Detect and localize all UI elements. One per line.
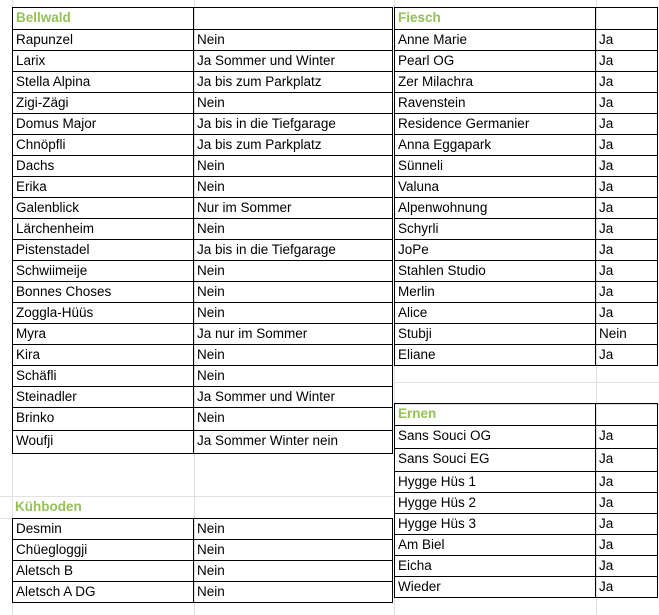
name-cell: Merlin <box>394 281 596 303</box>
value-cell: Ja <box>595 281 658 303</box>
value-cell: Ja <box>595 471 658 493</box>
name-cell: Zoggla-Hüüs <box>12 302 194 324</box>
name-cell: Domus Major <box>12 113 194 135</box>
value-cell: Ja <box>595 344 658 366</box>
value-cell: Ja <box>595 50 658 72</box>
value-cell: Nein <box>193 260 393 282</box>
value-cell: Ja <box>595 134 658 156</box>
value-cell: Ja <box>595 492 658 514</box>
value-cell: Nein <box>193 407 393 431</box>
name-cell: Lärchenheim <box>12 218 194 240</box>
name-cell: Alice <box>394 302 596 324</box>
value-cell: Ja <box>595 260 658 282</box>
name-cell: Dachs <box>12 155 194 177</box>
value-cell: Nein <box>193 92 393 114</box>
value-cell: Ja <box>595 425 658 449</box>
name-cell: Hygge Hüs 1 <box>394 471 596 493</box>
name-cell: Pistenstadel <box>12 239 194 261</box>
value-cell: Ja nur im Sommer <box>193 323 393 345</box>
name-cell: Stella Alpina <box>12 71 194 93</box>
value-cell: Nein <box>193 518 393 540</box>
name-cell: Sünneli <box>394 155 596 177</box>
name-cell: Rapunzel <box>12 29 194 51</box>
value-cell: Ja <box>595 197 658 219</box>
value-cell: Ja <box>595 448 658 472</box>
value-cell: Ja bis zum Parkplatz <box>193 71 393 93</box>
ernen-title: Ernen <box>394 403 596 426</box>
value-cell: Nein <box>193 365 393 387</box>
name-cell: Anna Eggapark <box>394 134 596 156</box>
value-cell: Nein <box>193 29 393 51</box>
name-cell: Aletsch B <box>12 560 194 582</box>
name-cell: Zer Milachra <box>394 71 596 93</box>
name-cell: Chnöpfli <box>12 134 194 156</box>
name-cell: Sans Souci OG <box>394 425 596 449</box>
name-cell: Stahlen Studio <box>394 260 596 282</box>
value-cell: Ja Sommer Winter nein <box>193 430 393 454</box>
name-cell: Wieder <box>394 576 596 598</box>
value-cell: Ja <box>595 71 658 93</box>
empty-cell <box>595 403 658 426</box>
name-cell: Residence Germanier <box>394 113 596 135</box>
name-cell: Anne Marie <box>394 29 596 51</box>
value-cell: Nein <box>193 539 393 561</box>
name-cell: Erika <box>12 176 194 198</box>
value-cell: Ja <box>595 29 658 51</box>
value-cell: Ja <box>595 239 658 261</box>
name-cell: Kira <box>12 344 194 366</box>
name-cell: Sans Souci EG <box>394 448 596 472</box>
name-cell: Eliane <box>394 344 596 366</box>
name-cell: Myra <box>12 323 194 345</box>
name-cell: Pearl OG <box>394 50 596 72</box>
value-cell: Nein <box>193 560 393 582</box>
name-cell: Ravenstein <box>394 92 596 114</box>
name-cell: Hygge Hüs 3 <box>394 513 596 535</box>
name-cell: Brinko <box>12 407 194 431</box>
name-cell: Am Biel <box>394 534 596 556</box>
value-cell: Nur im Sommer <box>193 197 393 219</box>
name-cell: Hygge Hüs 2 <box>394 492 596 514</box>
value-cell: Ja <box>595 92 658 114</box>
name-cell: Woufji <box>12 430 194 454</box>
value-cell: Ja Sommer und Winter <box>193 386 393 408</box>
name-cell: Valuna <box>394 176 596 198</box>
value-cell: Nein <box>193 281 393 303</box>
value-cell: Ja <box>595 176 658 198</box>
value-cell: Ja bis in die Tiefgarage <box>193 239 393 261</box>
value-cell: Ja bis in die Tiefgarage <box>193 113 393 135</box>
value-cell: Ja <box>595 534 658 556</box>
value-cell: Nein <box>193 155 393 177</box>
value-cell: Nein <box>193 581 393 603</box>
name-cell: Galenblick <box>12 197 194 219</box>
value-cell: Nein <box>595 323 658 345</box>
bellwald-title: Bellwald <box>12 7 194 30</box>
value-cell: Nein <box>193 302 393 324</box>
name-cell: Steinadler <box>12 386 194 408</box>
value-cell: Ja <box>595 113 658 135</box>
name-cell: Schäfli <box>12 365 194 387</box>
kuehboden-title: Kühboden <box>15 499 82 514</box>
name-cell: Desmin <box>12 518 194 540</box>
name-cell: Schwiimeije <box>12 260 194 282</box>
fiesch-title: Fiesch <box>394 7 596 30</box>
empty-cell <box>193 7 393 30</box>
name-cell: Larix <box>12 50 194 72</box>
name-cell: Eicha <box>394 555 596 577</box>
value-cell: Ja <box>595 155 658 177</box>
value-cell: Ja <box>595 302 658 324</box>
value-cell: Ja <box>595 218 658 240</box>
value-cell: Ja bis zum Parkplatz <box>193 134 393 156</box>
name-cell: Stubji <box>394 323 596 345</box>
empty-cell <box>595 7 658 30</box>
name-cell: Chüegloggji <box>12 539 194 561</box>
name-cell: JoPe <box>394 239 596 261</box>
value-cell: Nein <box>193 344 393 366</box>
name-cell: Schyrli <box>394 218 596 240</box>
value-cell: Nein <box>193 218 393 240</box>
name-cell: Alpenwohnung <box>394 197 596 219</box>
value-cell: Ja <box>595 576 658 598</box>
value-cell: Nein <box>193 176 393 198</box>
name-cell: Aletsch A DG <box>12 581 194 603</box>
value-cell: Ja Sommer und Winter <box>193 50 393 72</box>
value-cell: Ja <box>595 513 658 535</box>
name-cell: Bonnes Choses <box>12 281 194 303</box>
value-cell: Ja <box>595 555 658 577</box>
name-cell: Zigi-Zägi <box>12 92 194 114</box>
